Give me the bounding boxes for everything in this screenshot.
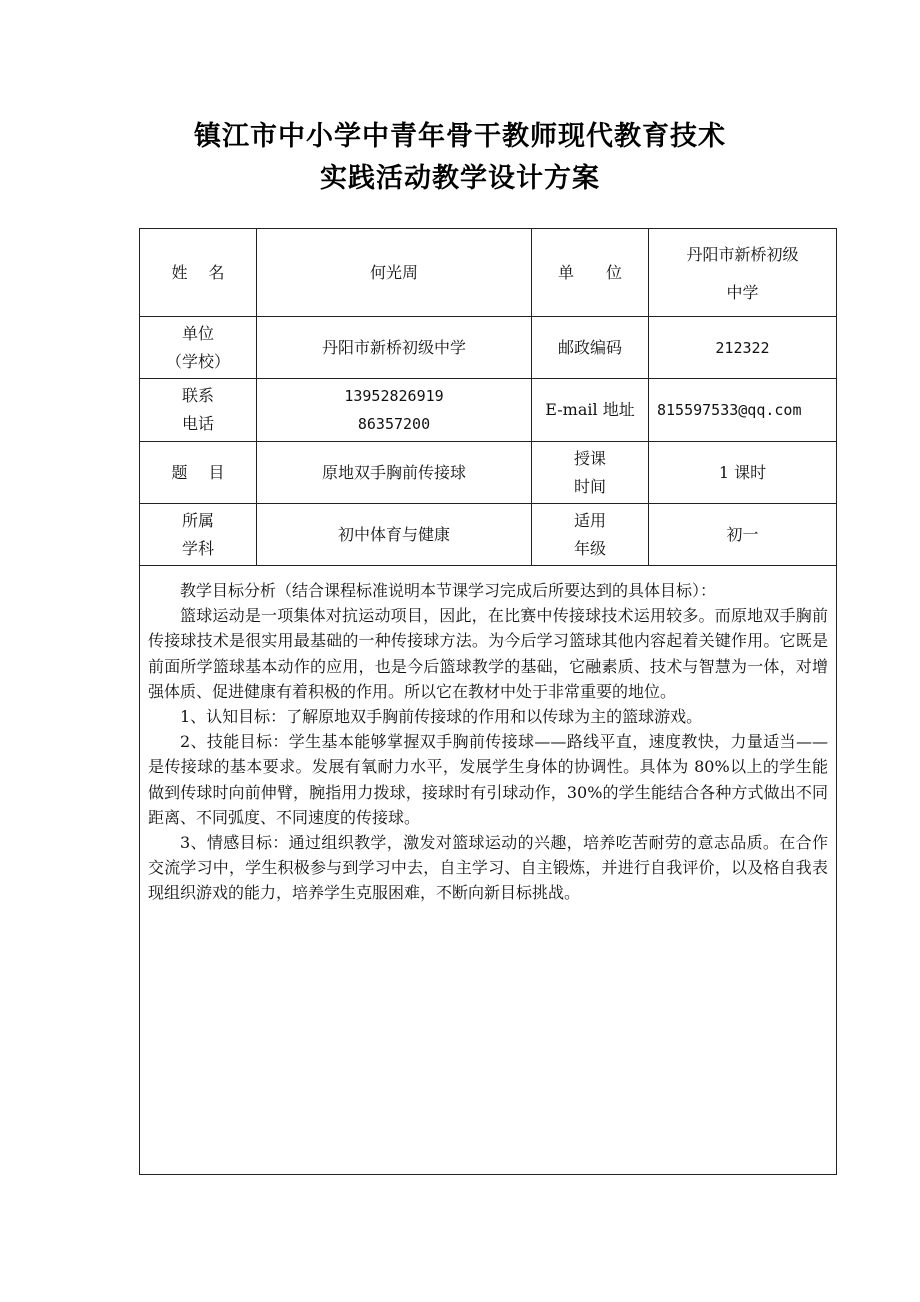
unit-value [649, 229, 837, 317]
analysis-paragraph-cognitive: 1、认知目标：了解原地双手胸前传接球的作用和以传球为主的篮球游戏。 [180, 707, 703, 727]
form-row-name [140, 229, 837, 317]
grade-label-line2: 年级 [573, 538, 606, 558]
subject-label-line2: 学科 [181, 538, 214, 558]
subject-value: 初中体育与健康 [257, 504, 532, 566]
grade-value: 初一 [649, 504, 837, 566]
postcode-label: 邮政编码 [532, 317, 649, 379]
analysis-paragraph-skill: 2、技能目标：学生基本能够掌握双手胸前传接球——路线平直，速度教快，力量适当——是传接球的基本要求。发展有氧耐力水平，发展学生身体的协调性。具体为 80%以上的学生能做到传球时向前伸臂，腕指用力拨球，接球时有引球动作，30%的学生能结合各种方式做出不同距离、不同弧度、不同速度的传接球。 [148, 732, 828, 827]
unit-value-line2: 中学 [726, 282, 759, 302]
grade-label [532, 504, 649, 566]
time-label-line1: 授课 [573, 448, 606, 468]
unit-label: 单 位 [532, 229, 649, 317]
school-label-line2: （学校） [165, 351, 230, 371]
analysis-paragraph-affective: 3、情感目标：通过组织教学，激发对篮球运动的兴趣，培养吃苦耐劳的意志品质。在合作交流学习中，学生积极参与到学习中去，自主学习、自主锻炼，并进行自我评价，以及格自我表现组织游戏的能力，培养学生克服困难，不断向新目标挑战。 [148, 833, 828, 903]
unit-value-line1: 丹阳市新桥初级 [686, 244, 799, 264]
phone-label-line2: 电话 [181, 414, 214, 433]
school-label-line1: 单位 [181, 323, 214, 343]
document-title-line1: 镇江市中小学中青年骨干教师现代教育技术 [194, 121, 726, 152]
analysis-cell [140, 566, 837, 1175]
analysis-paragraph-overview: 篮球运动是一项集体对抗运动项目，因此，在比赛中传接球技术运用较多。而原地双手胸前传接球技术是很实用最基础的一种传接球方法。为今后学习篮球其他内容起着关键作用。它既是前面所学篮球基本动作的应用，也是今后篮球教学的基础，它融素质、技术与智慧为一体，对增强体质、促进健康有着积极的作用。所以它在教材中处于非常重要的地位。 [148, 606, 828, 701]
form-row-topic [140, 442, 837, 504]
subject-label [140, 504, 257, 566]
phone-label [140, 379, 257, 442]
form-row-school [140, 317, 837, 379]
topic-value: 原地双手胸前传接球 [257, 442, 532, 504]
postcode-value: 212322 [649, 317, 837, 379]
document-title-line2: 实践活动教学设计方案 [320, 163, 600, 194]
subject-label-line1: 所属 [181, 510, 214, 530]
phone-value-line1: 13952826919 [344, 387, 444, 405]
topic-label: 题 目 [140, 442, 257, 504]
time-label [532, 442, 649, 504]
form-row-subject [140, 504, 837, 566]
phone-value-line2: 86357200 [357, 415, 431, 433]
name-value: 何光周 [257, 229, 532, 317]
name-label: 姓 名 [140, 229, 257, 317]
lesson-design-form [139, 228, 837, 1175]
school-value: 丹阳市新桥初级中学 [257, 317, 532, 379]
email-label: E-mail 地址 [532, 379, 649, 442]
phone-label-line1: 联系 [181, 386, 214, 405]
form-row-analysis [140, 566, 837, 1175]
time-label-line2: 时间 [573, 476, 606, 496]
analysis-heading: 教学目标分析（结合课程标准说明本节课学习完成后所要达到的具体目标）： [180, 581, 717, 600]
form-row-phone [140, 379, 837, 442]
school-label [140, 317, 257, 379]
time-value: 1 课时 [649, 442, 837, 504]
phone-value [257, 379, 532, 442]
email-value: 815597533@qq.com [649, 379, 837, 442]
grade-label-line1: 适用 [573, 510, 606, 530]
